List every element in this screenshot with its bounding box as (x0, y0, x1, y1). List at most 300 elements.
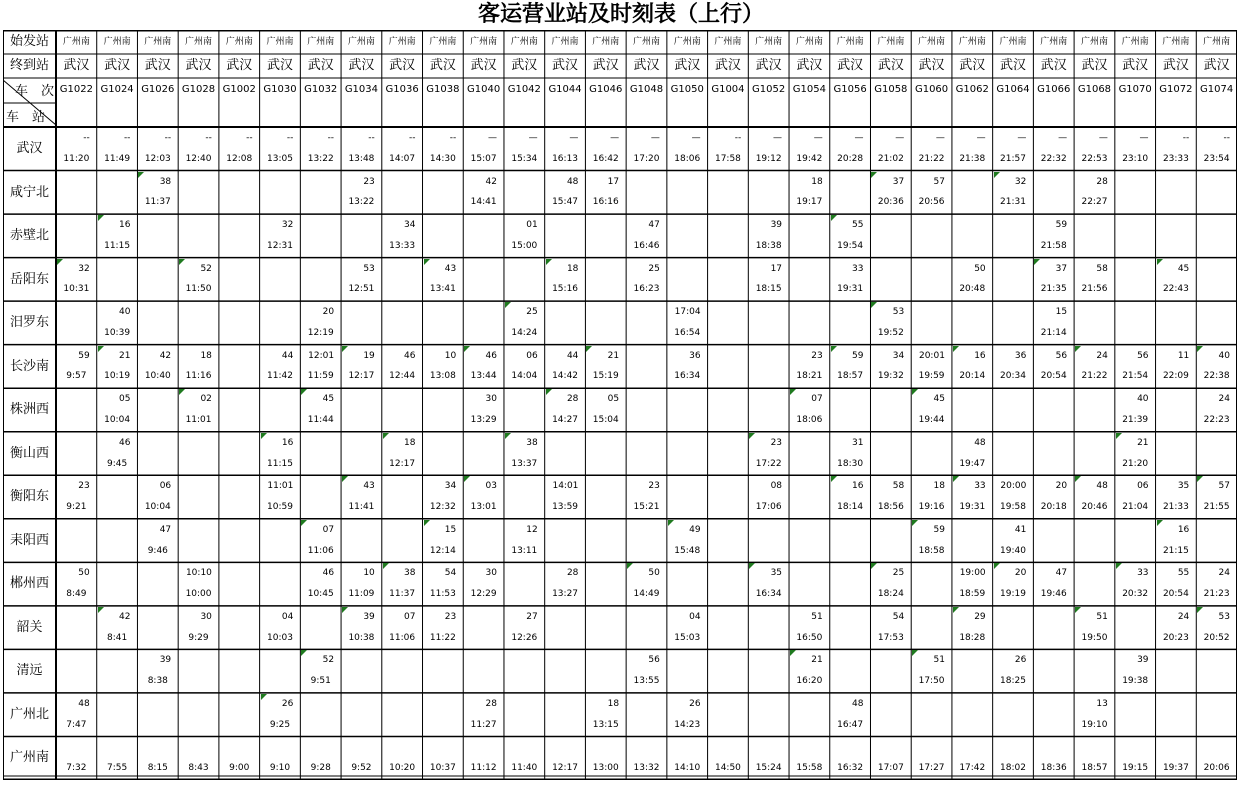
arrival-time: — (854, 133, 864, 143)
arrival-time: 26 (689, 698, 701, 709)
arrival-time: 56 (1055, 350, 1068, 361)
departure-time: 11:50 (185, 284, 212, 295)
departure-time: 13:29 (470, 414, 497, 425)
arrival-time: — (691, 133, 701, 143)
departure-time: 12:26 (511, 632, 538, 643)
departure-time: 18:15 (755, 284, 782, 295)
departure-time: 13:48 (348, 153, 375, 164)
arrival-time: 17:04 (674, 307, 701, 318)
origin-cell: 广州南 (347, 37, 375, 47)
departure-time: 10:04 (104, 414, 131, 425)
arrival-time: 13 (1096, 698, 1108, 709)
cell-note-marker (546, 389, 552, 395)
departure-time: 14:24 (511, 327, 538, 338)
cell-note-marker (994, 172, 1000, 178)
arrival-time: 06 (1137, 481, 1149, 492)
departure-time: 22:43 (1162, 284, 1189, 295)
departure-time: 14:07 (389, 153, 416, 164)
departure-time: 18:59 (959, 589, 986, 600)
departure-time: 14:49 (633, 589, 660, 600)
terminus-cell: 武汉 (511, 58, 538, 73)
departure-time: 10:00 (185, 589, 212, 600)
arrival-time: 39 (770, 220, 783, 231)
cell-note-marker (1116, 433, 1122, 439)
departure-time: 21:23 (1203, 589, 1230, 600)
arrival-time: -- (368, 133, 375, 143)
departure-time: 13:05 (267, 153, 293, 164)
arrival-time: 51 (811, 611, 823, 622)
cell-note-marker (57, 259, 63, 265)
terminus-cell: 武汉 (959, 58, 986, 73)
departure-time: 11:22 (429, 632, 456, 643)
arrival-time: 28 (485, 698, 497, 709)
arrival-time: 35 (1177, 481, 1190, 492)
departure-time: 16:16 (592, 197, 619, 208)
arrival-time: 26 (281, 698, 294, 709)
departure-time: 11:09 (348, 589, 375, 600)
arrival-time: 43 (363, 481, 375, 492)
station-name: 株洲西 (9, 402, 49, 418)
arrival-time: 57 (933, 176, 945, 187)
arrival-time: 46 (118, 437, 131, 448)
departure-time: 19:31 (959, 502, 986, 513)
train-number-cell: G1056 (833, 84, 867, 95)
cell-note-marker (831, 346, 837, 352)
cell-note-marker (586, 346, 592, 352)
arrival-time: 14:01 (552, 481, 579, 492)
departure-time: 11:06 (307, 545, 334, 556)
arrival-time: 40 (1218, 350, 1230, 361)
departure-time: 21:38 (959, 153, 986, 164)
cell-note-marker (831, 215, 837, 221)
departure-time: 8:43 (188, 763, 209, 774)
cell-note-marker (871, 302, 877, 308)
arrival-time: 20 (1055, 481, 1068, 492)
departure-time: 13:00 (592, 763, 619, 774)
train-number-cell: G1074 (1200, 84, 1234, 95)
departure-time: 11:53 (429, 589, 456, 600)
cell-note-marker (1157, 259, 1163, 265)
arrival-time: 54 (892, 611, 905, 622)
departure-time: 11:12 (470, 763, 497, 774)
departure-time: 17:27 (918, 763, 945, 774)
departure-time: 9:45 (106, 458, 128, 469)
arrival-time: 07 (322, 524, 335, 535)
arrival-time: 18 (404, 437, 416, 448)
arrival-time: 50 (78, 568, 90, 579)
departure-time: 19:42 (796, 153, 823, 164)
departure-time: 18:57 (837, 371, 864, 382)
departure-time: 14:50 (714, 763, 741, 774)
terminus-cell: 武汉 (592, 58, 619, 73)
departure-time: 22:23 (1203, 414, 1230, 425)
arrival-time: 39 (159, 655, 172, 666)
arrival-time: 10 (363, 568, 375, 579)
departure-time: 12:03 (144, 153, 171, 164)
terminus-cell: 武汉 (633, 58, 660, 73)
departure-time: 16:32 (837, 763, 864, 774)
arrival-time: 23 (811, 350, 823, 361)
arrival-time: 04 (689, 611, 701, 622)
train-number-cell: G1002 (222, 84, 256, 95)
station-name: 赤壁北 (9, 228, 49, 244)
departure-time: 20:32 (1122, 589, 1149, 600)
train-number-cell: G1028 (181, 84, 216, 95)
departure-time: 17:53 (877, 632, 904, 643)
origin-cell: 广州南 (1080, 37, 1108, 47)
arrival-time: 44 (566, 350, 579, 361)
arrival-time: 27 (526, 611, 538, 622)
departure-time: 18:24 (877, 589, 904, 600)
departure-time: 18:58 (918, 545, 945, 556)
train-number-cell: G1062 (955, 84, 989, 95)
cell-note-marker (1034, 259, 1040, 265)
departure-time: 12:14 (429, 545, 456, 556)
train-number-cell: G1044 (548, 84, 582, 95)
departure-time: 14:41 (470, 197, 497, 208)
terminus-cell: 武汉 (429, 58, 456, 73)
arrival-time: 44 (281, 350, 294, 361)
arrival-time: 18 (607, 698, 620, 709)
departure-time: 16:23 (633, 284, 660, 295)
terminus-cell: 武汉 (755, 58, 782, 73)
origin-cell: 广州南 (225, 37, 253, 47)
arrival-time: 24 (1177, 611, 1190, 622)
train-number-cell: G1064 (996, 84, 1030, 95)
departure-time: 19:17 (796, 197, 823, 208)
arrival-time: 16 (1177, 524, 1190, 535)
cell-note-marker (1157, 520, 1163, 526)
cell-note-marker (953, 607, 959, 613)
arrival-time: 28 (566, 568, 579, 579)
arrival-time: 34 (892, 350, 905, 361)
departure-time: 10:59 (267, 502, 293, 513)
train-number-cell: G1040 (466, 84, 501, 95)
terminus-header: 终到站 (9, 58, 49, 73)
departure-time: 11:42 (267, 371, 293, 382)
arrival-time: 33 (852, 263, 864, 274)
arrival-time: 52 (200, 263, 212, 274)
departure-time: 19:16 (918, 502, 945, 513)
train-number-cell: G1038 (426, 84, 460, 95)
arrival-time: 58 (892, 481, 905, 492)
arrival-time: — (1139, 133, 1149, 143)
departure-time: 19:40 (1000, 545, 1026, 556)
arrival-time: 11 (1177, 350, 1190, 361)
departure-time: 13:44 (470, 371, 497, 382)
arrival-time: 53 (892, 307, 905, 318)
departure-time: 14:10 (674, 763, 701, 774)
departure-time: 19:15 (1122, 763, 1149, 774)
departure-time: 21:31 (1000, 197, 1026, 208)
arrival-time: 03 (485, 481, 497, 492)
arrival-time: 25 (526, 307, 538, 318)
arrival-time: -- (286, 133, 294, 143)
departure-time: 19:50 (1081, 632, 1108, 643)
train-number-cell: G1042 (507, 84, 541, 95)
cell-note-marker (505, 302, 511, 308)
arrival-time: -- (1182, 133, 1190, 143)
arrival-time: 41 (1014, 524, 1027, 535)
departure-time: 16:47 (837, 719, 864, 730)
departure-time: 17:50 (918, 676, 945, 687)
departure-time: 10:37 (429, 763, 456, 774)
departure-time: 8:38 (147, 676, 168, 687)
station-name: 长沙南 (9, 358, 49, 374)
arrival-time: — (610, 133, 620, 143)
departure-time: 10:04 (144, 502, 171, 513)
departure-time: 10:39 (104, 327, 131, 338)
departure-time: 13:32 (633, 763, 660, 774)
departure-time: 18:14 (837, 502, 864, 513)
departure-time: 19:58 (1000, 502, 1026, 513)
arrival-time: 56 (648, 655, 660, 666)
departure-time: 18:56 (877, 502, 904, 513)
departure-time: 16:34 (755, 589, 782, 600)
terminus-cell: 武汉 (552, 58, 579, 73)
departure-time: 21:56 (1081, 284, 1108, 295)
departure-time: 20:14 (959, 371, 986, 382)
cell-note-marker (464, 346, 470, 352)
departure-time: 11:40 (511, 763, 538, 774)
arrival-time: — (813, 133, 823, 143)
arrival-time: 56 (1137, 350, 1149, 361)
train-number-cell: G1054 (792, 84, 826, 95)
origin-cell: 广州南 (795, 37, 823, 47)
arrival-time: 28 (566, 394, 579, 405)
departure-time: 16:50 (796, 632, 823, 643)
origin-cell: 广州南 (755, 37, 783, 47)
terminus-cell: 武汉 (1162, 58, 1189, 73)
cell-note-marker (871, 563, 877, 569)
departure-time: 19:54 (837, 240, 864, 251)
cell-note-marker (98, 215, 104, 221)
arrival-time: 10 (444, 350, 457, 361)
station-name: 咸宁北 (9, 184, 49, 200)
departure-time: 15:47 (552, 197, 579, 208)
cell-note-marker (138, 172, 144, 178)
cell-note-marker (342, 476, 348, 482)
arrival-time: 34 (404, 220, 416, 231)
arrival-time: 59 (933, 524, 945, 535)
departure-time: 11:41 (348, 502, 375, 513)
arrival-time: -- (123, 133, 131, 143)
departure-time: 13:08 (429, 371, 456, 382)
departure-time: 17:42 (959, 763, 986, 774)
cell-note-marker (790, 389, 796, 395)
station-name: 广州北 (9, 706, 49, 722)
cell-note-marker (301, 650, 307, 656)
departure-time: 8:49 (66, 589, 87, 600)
departure-time: 11:20 (63, 153, 90, 164)
departure-time: 10:19 (104, 371, 131, 382)
origin-cell: 广州南 (62, 37, 90, 47)
departure-time: 20:46 (1081, 502, 1108, 513)
arrival-time: 52 (322, 655, 335, 666)
train-number-cell: G1052 (752, 84, 786, 95)
cell-note-marker (994, 563, 1000, 569)
departure-time: 13:33 (389, 240, 416, 251)
arrival-time: 16 (974, 350, 986, 361)
arrival-time: 23 (363, 176, 375, 187)
cell-note-marker (912, 520, 918, 526)
train-number-cell: G1048 (629, 84, 664, 95)
arrival-time: 07 (811, 394, 823, 405)
station-name: 广州南 (9, 750, 49, 766)
departure-time: 13:59 (552, 502, 579, 513)
arrival-time: 51 (1096, 611, 1108, 622)
arrival-time: 26 (1014, 655, 1027, 666)
cell-note-marker (668, 520, 674, 526)
departure-time: 22:32 (1040, 153, 1067, 164)
arrival-time: 18 (200, 350, 212, 361)
terminus-cell: 武汉 (1203, 58, 1230, 73)
arrival-time: -- (409, 133, 416, 143)
arrival-time: 36 (1014, 350, 1027, 361)
departure-time: 19:31 (837, 284, 864, 295)
departure-time: 20:52 (1203, 632, 1230, 643)
departure-time: 15:03 (674, 632, 701, 643)
departure-time: 18:28 (959, 632, 986, 643)
terminus-cell: 武汉 (714, 58, 741, 73)
arrival-time: 57 (1218, 481, 1230, 492)
arrival-time: 20:01 (918, 350, 945, 361)
cell-note-marker (912, 389, 918, 395)
train-number-cell: G1046 (589, 84, 623, 95)
departure-time: 12:51 (348, 284, 375, 295)
arrival-time: 38 (404, 568, 416, 579)
terminus-cell: 武汉 (918, 58, 945, 73)
arrival-time: 12 (526, 524, 538, 535)
departure-time: 21:22 (1081, 371, 1108, 382)
train-no-header: 车 次 (14, 84, 54, 99)
departure-time: 9:28 (310, 763, 331, 774)
arrival-time: 33 (974, 481, 986, 492)
station-name: 韶关 (16, 619, 43, 635)
departure-time: 19:10 (1081, 719, 1108, 730)
departure-time: 11:49 (104, 153, 131, 164)
arrival-time: 51 (933, 655, 945, 666)
departure-time: 16:34 (674, 371, 701, 382)
arrival-time: 55 (852, 220, 864, 231)
departure-time: 9:57 (66, 371, 87, 382)
departure-time: 23:54 (1203, 153, 1230, 164)
arrival-time: -- (205, 133, 212, 143)
cell-note-marker (98, 607, 104, 613)
departure-time: 22:38 (1203, 371, 1230, 382)
arrival-time: 47 (159, 524, 172, 535)
cell-note-marker (261, 433, 267, 439)
arrival-time: 20 (322, 307, 335, 318)
arrival-time: -- (164, 133, 172, 143)
page-title: 客运营业站及时刻表（上行） (477, 1, 764, 27)
departure-time: 10:20 (389, 763, 416, 774)
arrival-time: -- (1223, 133, 1230, 143)
cell-note-marker (1197, 346, 1203, 352)
departure-time: 19:37 (1162, 763, 1189, 774)
arrival-time: 19:00 (959, 568, 986, 579)
departure-time: 19:46 (1040, 589, 1067, 600)
departure-time: 17:22 (755, 458, 782, 469)
station-name: 耒阳西 (9, 532, 49, 548)
departure-time: 21:04 (1122, 502, 1149, 513)
departure-time: 18:06 (796, 414, 823, 425)
timetable (3, 30, 1237, 780)
arrival-time: 21 (811, 655, 823, 666)
arrival-time: 23 (444, 611, 457, 622)
arrival-time: 20 (1014, 568, 1027, 579)
cell-note-marker (831, 476, 837, 482)
departure-time: 21:22 (918, 153, 945, 164)
cell-note-marker (301, 520, 307, 526)
departure-time: 21:35 (1040, 284, 1067, 295)
cell-note-marker (301, 389, 307, 395)
departure-time: 12:40 (185, 153, 212, 164)
arrival-time: 21 (118, 350, 131, 361)
arrival-time: 55 (1177, 568, 1190, 579)
arrival-time: — (1098, 133, 1108, 143)
cell-note-marker (383, 433, 389, 439)
train-number-cell: G1066 (1037, 84, 1071, 95)
arrival-time: 30 (485, 568, 497, 579)
departure-time: 10:38 (348, 632, 375, 643)
departure-time: 18:57 (1081, 763, 1108, 774)
arrival-time: 38 (159, 176, 172, 187)
departure-time: 7:32 (66, 763, 87, 774)
cell-note-marker (790, 650, 796, 656)
cell-note-marker (749, 563, 755, 569)
origin-cell: 广州南 (551, 37, 579, 47)
departure-time: 15:04 (592, 414, 619, 425)
departure-time: 20:36 (877, 197, 904, 208)
cell-note-marker (505, 433, 511, 439)
arrival-time: 17 (770, 263, 783, 274)
departure-time: 9:25 (269, 719, 291, 730)
station-name: 武汉 (16, 141, 43, 156)
departure-time: 9:10 (269, 763, 291, 774)
arrival-time: 10:10 (185, 568, 212, 579)
origin-cell: 广州南 (266, 37, 294, 47)
cell-note-marker (383, 563, 389, 569)
arrival-time: — (528, 133, 538, 143)
arrival-time: 39 (363, 611, 375, 622)
arrival-time: 21 (1137, 437, 1149, 448)
train-number-cell: G1034 (344, 84, 379, 95)
origin-cell: 广州南 (632, 37, 660, 47)
departure-time: 12:17 (389, 458, 416, 469)
terminus-cell: 武汉 (104, 58, 131, 73)
train-number-cell: G1070 (1118, 84, 1152, 95)
cell-note-marker (627, 563, 633, 569)
cell-note-marker (1075, 476, 1081, 482)
origin-cell: 广州南 (103, 37, 131, 47)
cell-note-marker (1197, 476, 1203, 482)
departure-time: 12:44 (389, 371, 416, 382)
arrival-time: 32 (78, 263, 90, 274)
departure-time: 20:56 (918, 197, 945, 208)
terminus-cell: 武汉 (266, 58, 293, 73)
departure-time: 15:34 (511, 153, 538, 164)
departure-time: 21:33 (1162, 502, 1189, 513)
arrival-time: 17 (607, 176, 620, 187)
departure-time: 15:00 (511, 240, 538, 251)
arrival-time: 08 (770, 481, 783, 492)
departure-time: 20:06 (1203, 763, 1230, 774)
departure-time: 15:58 (796, 763, 823, 774)
arrival-time: — (895, 133, 905, 143)
origin-cell: 广州南 (144, 37, 172, 47)
departure-time: 17:06 (755, 502, 782, 513)
